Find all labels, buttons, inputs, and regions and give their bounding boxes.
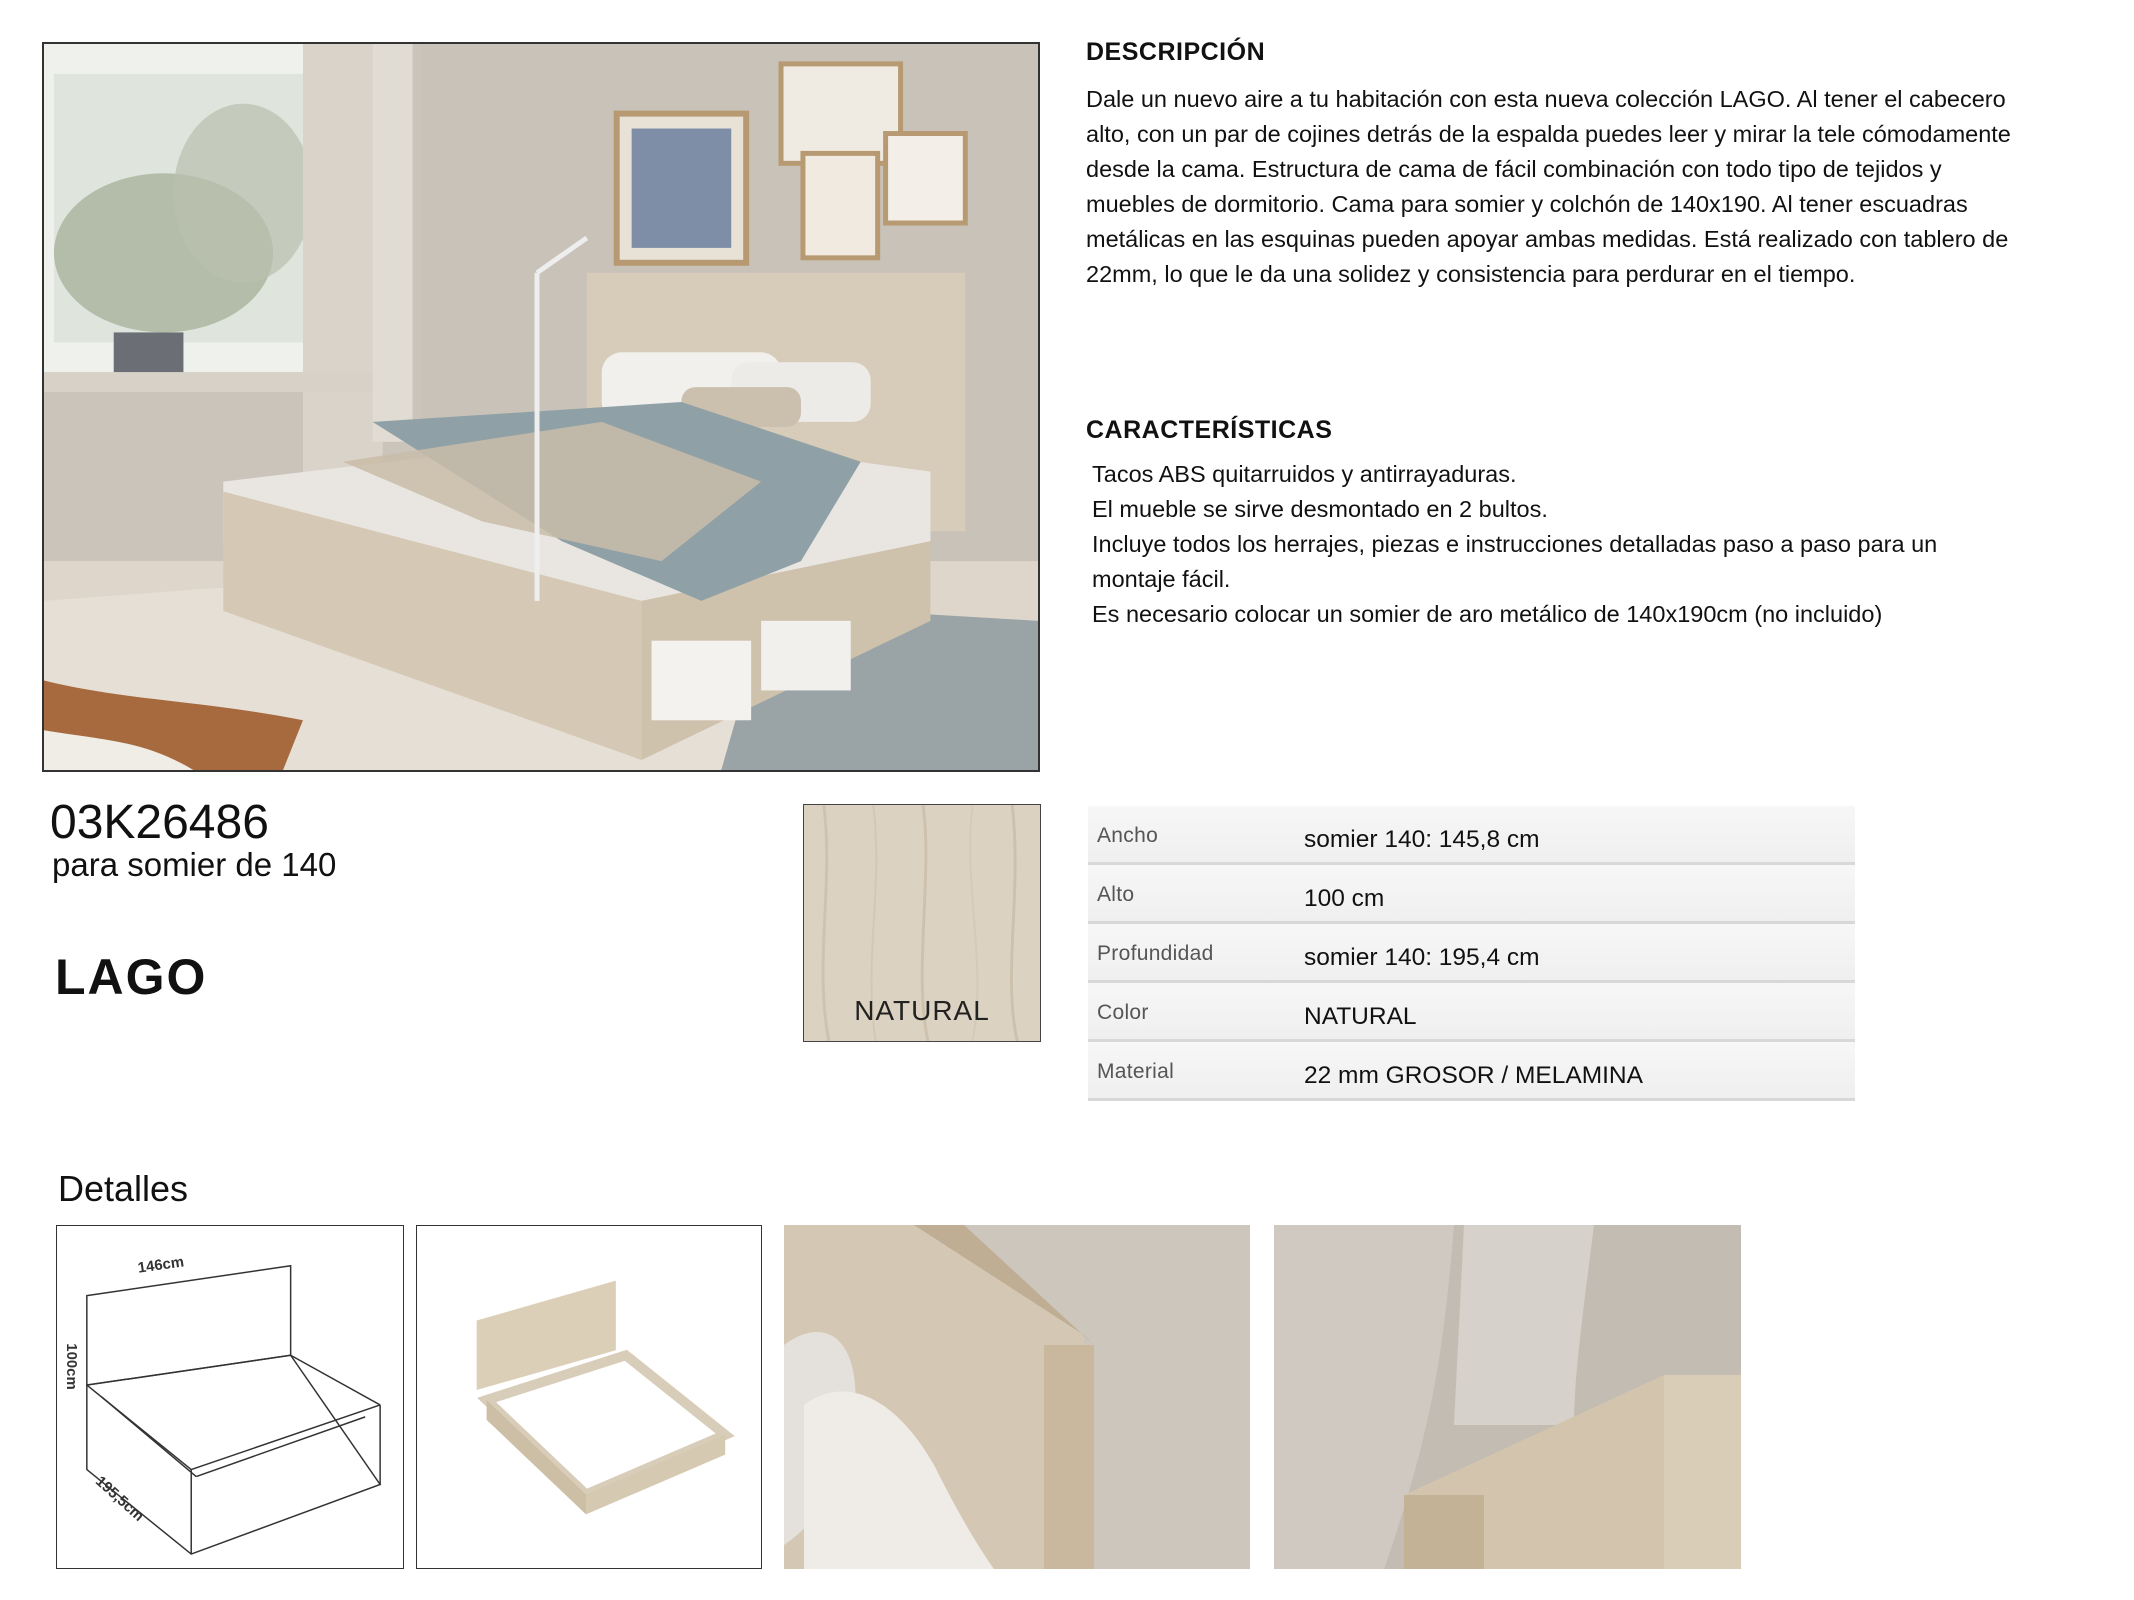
spec-value: somier 140: 195,4 cm — [1304, 944, 1540, 971]
spec-label: Profundidad — [1097, 942, 1214, 965]
spec-value: somier 140: 145,8 cm — [1304, 826, 1540, 853]
bedroom-photo — [44, 44, 1038, 770]
characteristic-item: montaje fácil. — [1092, 566, 1231, 592]
width-dimension: 146cm — [136, 1254, 186, 1277]
spec-row-color — [1088, 983, 1855, 1042]
bed-line-drawing — [57, 1226, 403, 1568]
spec-value: NATURAL — [1304, 1003, 1417, 1030]
description-line: Dale un nuevo aire a tu habitación con esta nueva colección LAGO. Al tener el cabecero — [1086, 86, 2006, 112]
characteristic-item: Tacos ABS quitarruidos y antirrayaduras. — [1092, 461, 1517, 487]
assembled-bed-render — [416, 1225, 762, 1569]
description-text — [1086, 82, 2096, 292]
height-dimension: 100cm — [62, 1343, 79, 1390]
headboard-detail-photo — [784, 1225, 1250, 1569]
headboard-closeup — [784, 1225, 1250, 1569]
description-line: desde la cama. Estructura de cama de fácil combinación con todo tipo de tejidos y — [1086, 156, 1942, 182]
characteristic-item: Es necesario colocar un somier de aro metálico de 140x190cm (no incluido) — [1092, 601, 1883, 627]
swatch-label: NATURAL — [854, 995, 990, 1026]
product-code: 03K26486 — [50, 796, 269, 849]
spec-label: Ancho — [1097, 824, 1159, 847]
corner-detail-photo — [1274, 1225, 1741, 1569]
product-photo — [42, 42, 1040, 772]
details-title: Detalles — [58, 1168, 189, 1209]
characteristics-list — [1092, 457, 2092, 632]
characteristic-item: Incluye todos los herrajes, piezas e instrucciones detalladas paso a paso para un — [1092, 531, 1938, 557]
spec-value: 22 mm GROSOR / MELAMINA — [1304, 1062, 1643, 1089]
characteristics-title: CARACTERÍSTICAS — [1086, 416, 1333, 444]
spec-value: 100 cm — [1304, 885, 1385, 912]
corner-closeup — [1274, 1225, 1741, 1569]
description-line: metálicas en las esquinas pueden apoyar ambas medidas. Está realizado con tablero de — [1086, 226, 2009, 252]
product-name: LAGO — [55, 949, 208, 1005]
spec-row-material — [1088, 1042, 1855, 1101]
bed-render — [417, 1226, 761, 1568]
spec-label: Material — [1097, 1060, 1175, 1083]
description-line: muebles de dormitorio. Cama para somier y colchón de 140x190. Al tener escuadras — [1086, 191, 1968, 217]
description-line: 22mm, lo que le da una solidez y consistencia para perdurar en el tiempo. — [1086, 261, 1856, 287]
spec-row-profundidad — [1088, 924, 1855, 983]
spec-label: Color — [1097, 1001, 1149, 1024]
characteristic-item: El mueble se sirve desmontado en 2 bultos. — [1092, 496, 1548, 522]
spec-row-ancho — [1088, 806, 1855, 865]
spec-label: Alto — [1097, 883, 1135, 906]
color-swatch — [803, 804, 1041, 1042]
depth-dimension: 195,5cm — [92, 1473, 147, 1525]
description-title: DESCRIPCIÓN — [1086, 38, 1266, 66]
specs-table — [1088, 806, 1855, 1101]
description-line: alto, con un par de cojines detrás de la espalda puedes leer y mirar la tele cómodamente — [1086, 121, 2011, 147]
product-subtitle: para somier de 140 — [52, 846, 337, 883]
dimension-diagram — [56, 1225, 404, 1569]
spec-row-alto — [1088, 865, 1855, 924]
